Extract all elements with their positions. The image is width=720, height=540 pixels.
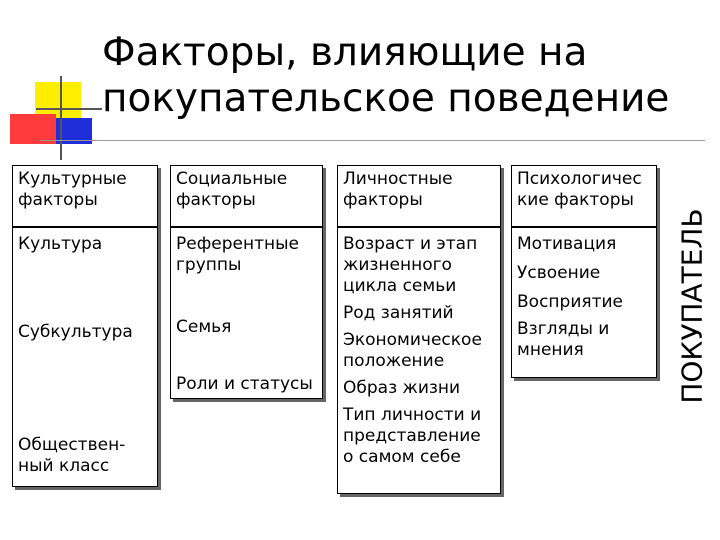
- list-item-perception: Восприятие: [517, 292, 624, 312]
- box-cultural-factors: [12, 227, 158, 487]
- list-item-economic-status: Экономическое положение: [343, 330, 482, 371]
- header-psychological-factors: Психологичес кие факторы: [511, 165, 657, 227]
- title-divider: [40, 140, 705, 141]
- list-item-lifestyle: Образ жизни: [343, 378, 461, 398]
- list-item-learning: Усвоение: [517, 263, 601, 283]
- box-psychological-factors: [511, 227, 657, 378]
- list-item-reference-groups: Референтные группы: [176, 234, 299, 275]
- list-item-motivation: Мотивация: [517, 234, 617, 254]
- page-title: [102, 30, 702, 122]
- title-line-1: Факторы, влияющие на: [102, 30, 588, 75]
- list-item-occupation: Род занятий: [343, 303, 454, 323]
- box-personal-factors: [337, 227, 501, 494]
- list-item-family: Семья: [176, 317, 232, 337]
- box-social-factors: [170, 227, 323, 399]
- list-item-age-stage: Возраст и этап жизненного цикла семьи: [343, 234, 478, 296]
- list-item-subculture: Субкультура: [18, 322, 133, 342]
- decor-vertical-line: [60, 76, 62, 160]
- decor-horizontal-line: [36, 108, 102, 110]
- list-item-social-class: Обществен-ный класс: [18, 435, 126, 476]
- list-item-roles-statuses: Роли и статусы: [176, 374, 313, 394]
- list-item-culture: Культура: [18, 234, 103, 254]
- title-line-2: покупательское поведение: [102, 76, 670, 121]
- header-cultural-factors: Культурные факторы: [12, 165, 158, 227]
- list-item-personality: Тип личности и представление о самом себе: [343, 405, 482, 467]
- buyer-label: ПОКУПАТЕЛЬ: [675, 208, 709, 404]
- header-social-factors: Социальные факторы: [170, 165, 323, 227]
- list-item-beliefs-attitudes: Взгляды и мнения: [517, 319, 610, 360]
- header-personal-factors: Личностные факторы: [337, 165, 501, 227]
